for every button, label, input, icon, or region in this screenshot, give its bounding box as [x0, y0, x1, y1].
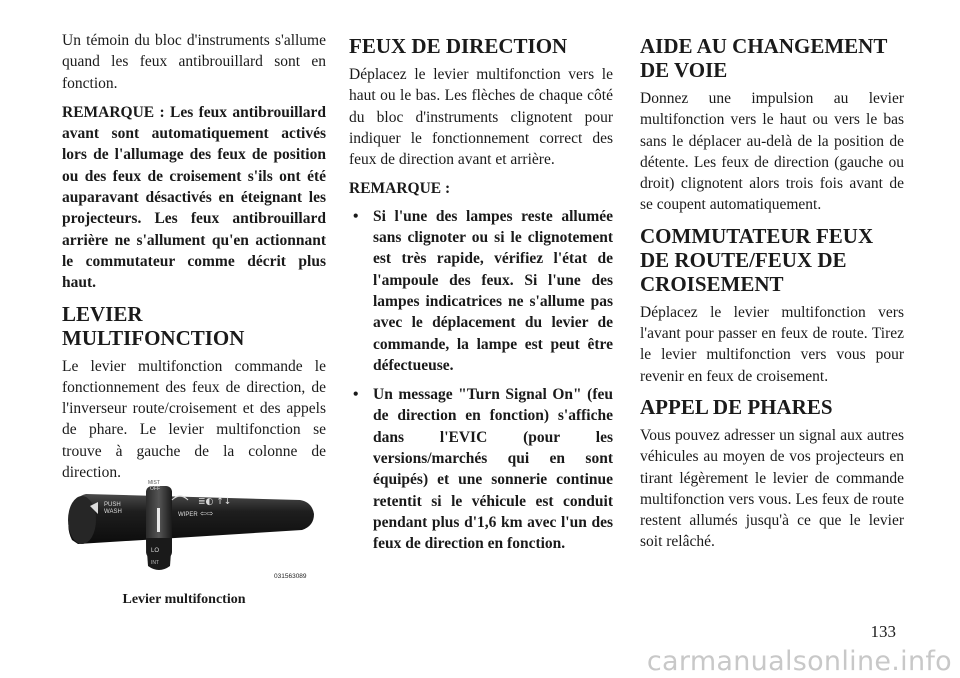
heading-multifunction-lever: LEVIER MULTIFONCTION [62, 301, 245, 350]
label-lo: LO [151, 548, 160, 554]
heading-high-low-beam-switch: COMMUTATEUR FEUX DE ROUTE/FEUX DE CROISEMENT [640, 223, 874, 296]
figure-caption: Levier multifonction [122, 592, 246, 607]
turn-signal-icon: ⇦⇨ [200, 509, 214, 518]
paragraph-fog-light-indicator: Un témoin du bloc d'instruments s'allume quand les feux antibrouillard sont en fonction. [62, 32, 326, 92]
remark-fog-lights: REMARQUE : Les feux antibrouillard avant sont automatiquement activés lors de l'allumage des feux de position ou des feux de croisement s'ils ont été auparavant désactivés en éteignant les projecteurs. Les feux antibrouillard arrière ne s'allument qu'en actionnant le commutateur comme décrit plus haut. [62, 103, 326, 292]
remark-list [349, 206, 613, 555]
list-item: • Un message "Turn Signal On" (feu de direction en fonction) s'affiche dans l'EVIC (pour les versions/marchés qui en sont équipés) et une sonnerie continue retentit si le véhicule est conduit pendant plus d'1,6 km avec l'un des feux de direction en fonction. [353, 386, 613, 553]
heading-turn-signals: FEUX DE DIRECTION [349, 34, 568, 58]
label-int: INT [151, 560, 160, 566]
label-off: OFF [150, 486, 160, 492]
label-wiper: WIPER [178, 512, 198, 518]
paragraph-high-low-beam-switch: Déplacez le levier multifonction vers l'avant pour passer en feux de route. Tirez le levier multifonction vers vous pour revenir en feux de croisement. [640, 303, 904, 385]
label-wash: WASH [104, 509, 122, 515]
paragraph-flash-to-pass: Vous pouvez adresser un signal aux autres véhicules au moyen de vos projecteurs en tirant légèrement le levier de commande multifonction vers vous. Les feux de route restent allumés jusqu'à ce que le levier soit relâché. [640, 426, 904, 551]
high-beam-icon: ≣◐ ↑↓ [198, 497, 232, 507]
column-left [62, 30, 326, 491]
figure-code: 031563089 [274, 573, 307, 580]
label-push: PUSH [104, 502, 121, 508]
label-mist: MIST [148, 480, 160, 486]
watermark: carmanualsonline.info [646, 646, 952, 677]
bullet-text-lamp-fault: Si l'une des lampes reste allumée sans clignoter ou si le clignotement est très rapide, vérifiez l'état de l'ampoule des feux. Si l'une des lampes indicatrices ne s'allume pas avec le déplacement du levier de commande, la lampe est peut être défectueuse. [373, 207, 613, 374]
page-number: 133 [870, 622, 896, 641]
paragraph-turn-signals: Déplacez le levier multifonction vers le haut ou le bas. Les flèches de chaque côté du bloc d'instruments clignotent pour indiquer le fonctionnement correct des feux de direction avant et arrière. [349, 66, 613, 169]
list-item: • Si l'une des lampes reste allumée sans clignoter ou si le clignotement est très rapide, vérifiez l'état de l'ampoule des feux. Si l'une des lampes indicatrices ne s'allume pas avec le déplacement du levier de commande, la lampe est peut être défectueuse. [353, 207, 613, 374]
multifunction-lever-image [62, 478, 330, 588]
paragraph-lane-change-assist: Donnez une impulsion au levier multifonction vers le haut ou vers le bas sans le déplacer au-delà de la position de détente. Les feux de direction (gauche ou droit) clignotent alors trois fois avant de se coupent automatiquement. [640, 90, 904, 214]
heading-lane-change-assist: AIDE AU CHANGEMENT DE VOIE [640, 34, 887, 82]
heading-flash-to-pass: APPEL DE PHARES [640, 394, 833, 419]
remark-label: REMARQUE : [349, 180, 451, 198]
bullet-text-turn-signal-on: Un message "Turn Signal On" (feu de direction en fonction) s'affiche dans l'EVIC (pour les versions/marchés qui en sont équipés) et une sonnerie continue retentit si le véhicule est conduit pendant plus d'1,6 km avec l'un des feux de direction en fonction. [373, 386, 613, 553]
column-right [640, 30, 904, 561]
lever-illustration [62, 478, 330, 588]
column-middle [349, 30, 613, 563]
paragraph-multifunction-lever: Le levier multifonction commande le fonctionnement des feux de direction, de l'inverseur route/croisement et des appels de phare. Le levier multifonction se trouve à gauche de la colonne de direction. [62, 357, 326, 482]
